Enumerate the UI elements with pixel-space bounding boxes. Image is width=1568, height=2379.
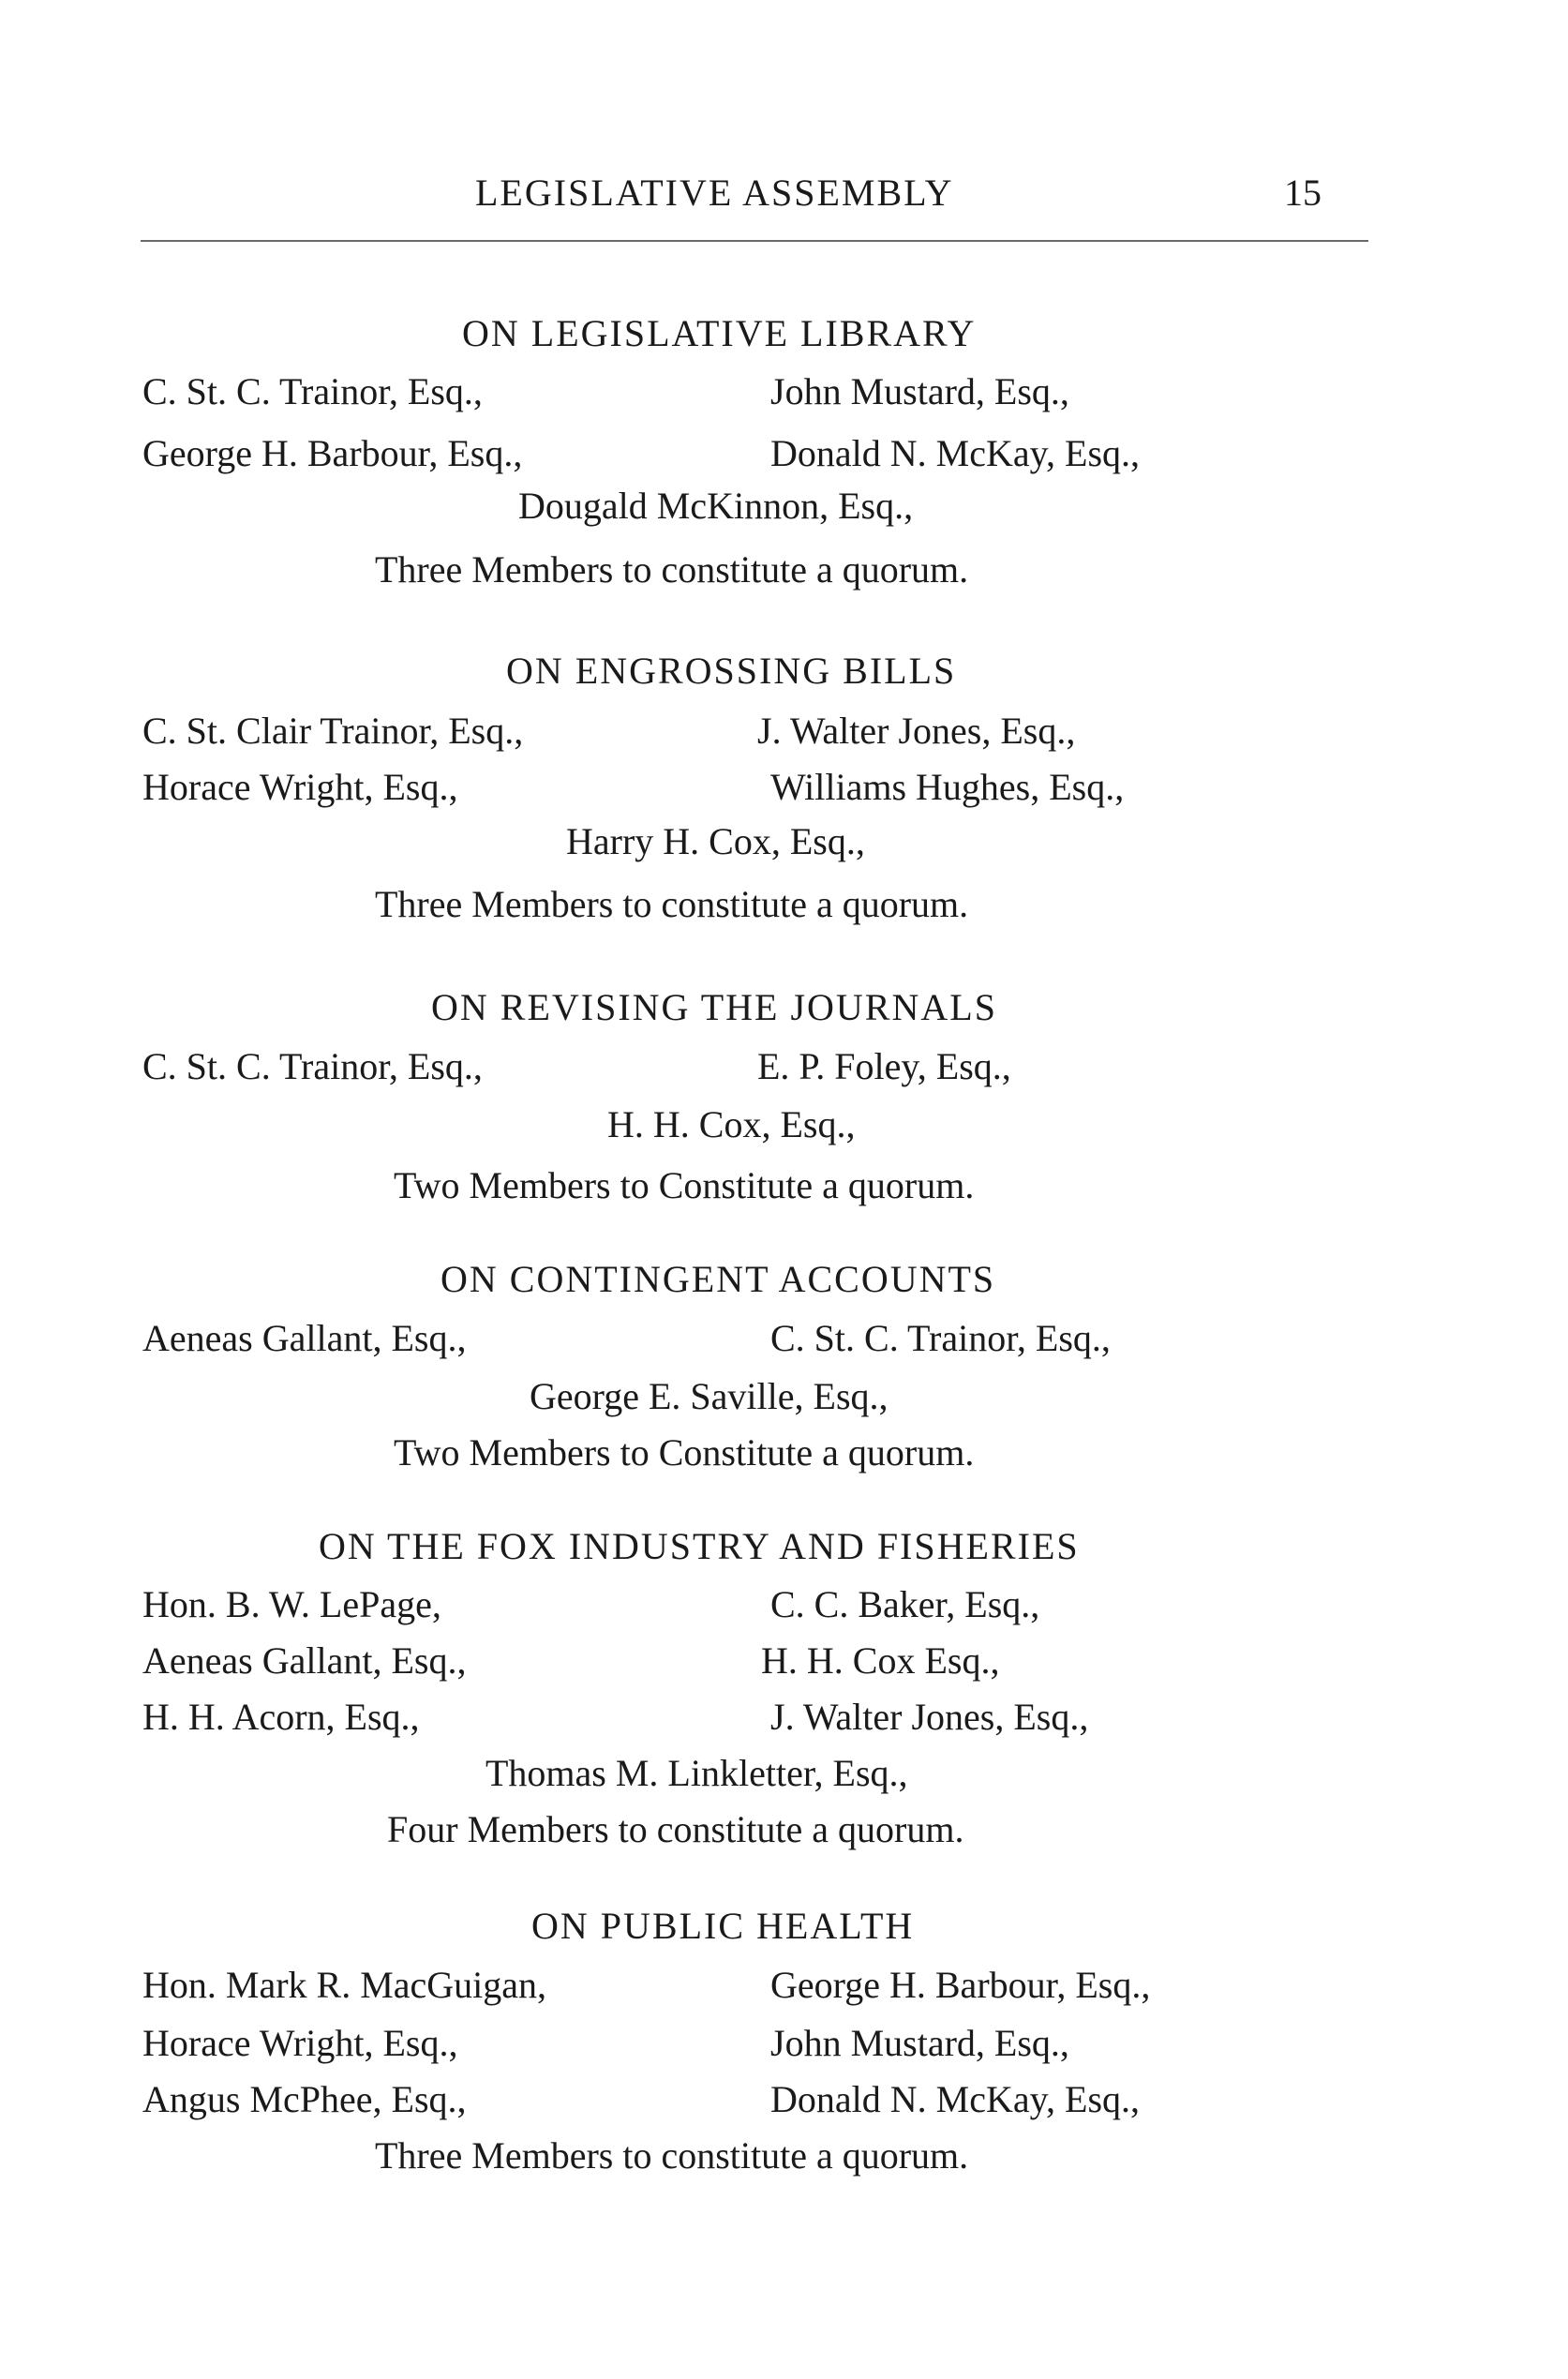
- member-center: Dougald McKinnon, Esq.,: [518, 485, 914, 527]
- quorum-note: Three Members to constitute a quorum.: [375, 883, 969, 925]
- committee-heading: ON ENGROSSING BILLS: [506, 650, 957, 692]
- member-center: Thomas M. Linkletter, Esq.,: [485, 1752, 908, 1794]
- committee-heading: ON REVISING THE JOURNALS: [431, 986, 997, 1028]
- member-right: Donald N. McKay, Esq.,: [770, 2078, 1141, 2120]
- quorum-note: Three Members to constitute a quorum.: [375, 548, 969, 591]
- member-right: Williams Hughes, Esq.,: [770, 766, 1125, 808]
- member-left: Horace Wright, Esq.,: [142, 766, 458, 808]
- member-center: Harry H. Cox, Esq.,: [566, 820, 865, 862]
- member-right: John Mustard, Esq.,: [770, 2022, 1069, 2064]
- member-right: H. H. Cox Esq.,: [761, 1639, 1000, 1682]
- member-left: Aeneas Gallant, Esq.,: [142, 1639, 467, 1682]
- member-center: H. H. Cox, Esq.,: [607, 1103, 856, 1145]
- member-right: J. Walter Jones, Esq.,: [770, 1696, 1089, 1738]
- header-rule: [141, 240, 1368, 242]
- member-left: Aeneas Gallant, Esq.,: [142, 1317, 467, 1359]
- page-number: 15: [1284, 172, 1322, 214]
- member-right: C. St. C. Trainor, Esq.,: [770, 1317, 1111, 1359]
- member-left: Hon. Mark R. MacGuigan,: [142, 1964, 547, 2006]
- member-left: C. St. C. Trainor, Esq.,: [142, 1045, 483, 1087]
- member-right: C. C. Baker, Esq.,: [770, 1583, 1040, 1625]
- member-right: E. P. Foley, Esq.,: [757, 1045, 1011, 1087]
- member-left: H. H. Acorn, Esq.,: [142, 1696, 420, 1738]
- member-right: J. Walter Jones, Esq.,: [757, 710, 1076, 752]
- committee-heading: ON LEGISLATIVE LIBRARY: [462, 312, 977, 354]
- member-right: George H. Barbour, Esq.,: [770, 1964, 1151, 2006]
- running-header-title: LEGISLATIVE ASSEMBLY: [475, 172, 954, 214]
- member-left: C. St. Clair Trainor, Esq.,: [142, 710, 524, 752]
- quorum-note: Two Members to Constitute a quorum.: [394, 1164, 975, 1206]
- member-left: Hon. B. W. LePage,: [142, 1583, 441, 1625]
- quorum-note: Three Members to constitute a quorum.: [375, 2134, 969, 2177]
- quorum-note: Two Members to Constitute a quorum.: [394, 1431, 975, 1474]
- committee-heading: ON CONTINGENT ACCOUNTS: [441, 1258, 996, 1300]
- member-right: John Mustard, Esq.,: [770, 370, 1069, 412]
- member-left: George H. Barbour, Esq.,: [142, 432, 523, 474]
- member-left: Horace Wright, Esq.,: [142, 2022, 458, 2064]
- member-left: Angus McPhee, Esq.,: [142, 2078, 467, 2120]
- committee-heading: ON PUBLIC HEALTH: [531, 1905, 915, 1947]
- quorum-note: Four Members to constitute a quorum.: [387, 1808, 964, 1850]
- committee-heading: ON THE FOX INDUSTRY AND FISHERIES: [319, 1525, 1080, 1567]
- member-left: C. St. C. Trainor, Esq.,: [142, 370, 483, 412]
- member-center: George E. Saville, Esq.,: [530, 1375, 889, 1417]
- member-right: Donald N. McKay, Esq.,: [770, 432, 1141, 474]
